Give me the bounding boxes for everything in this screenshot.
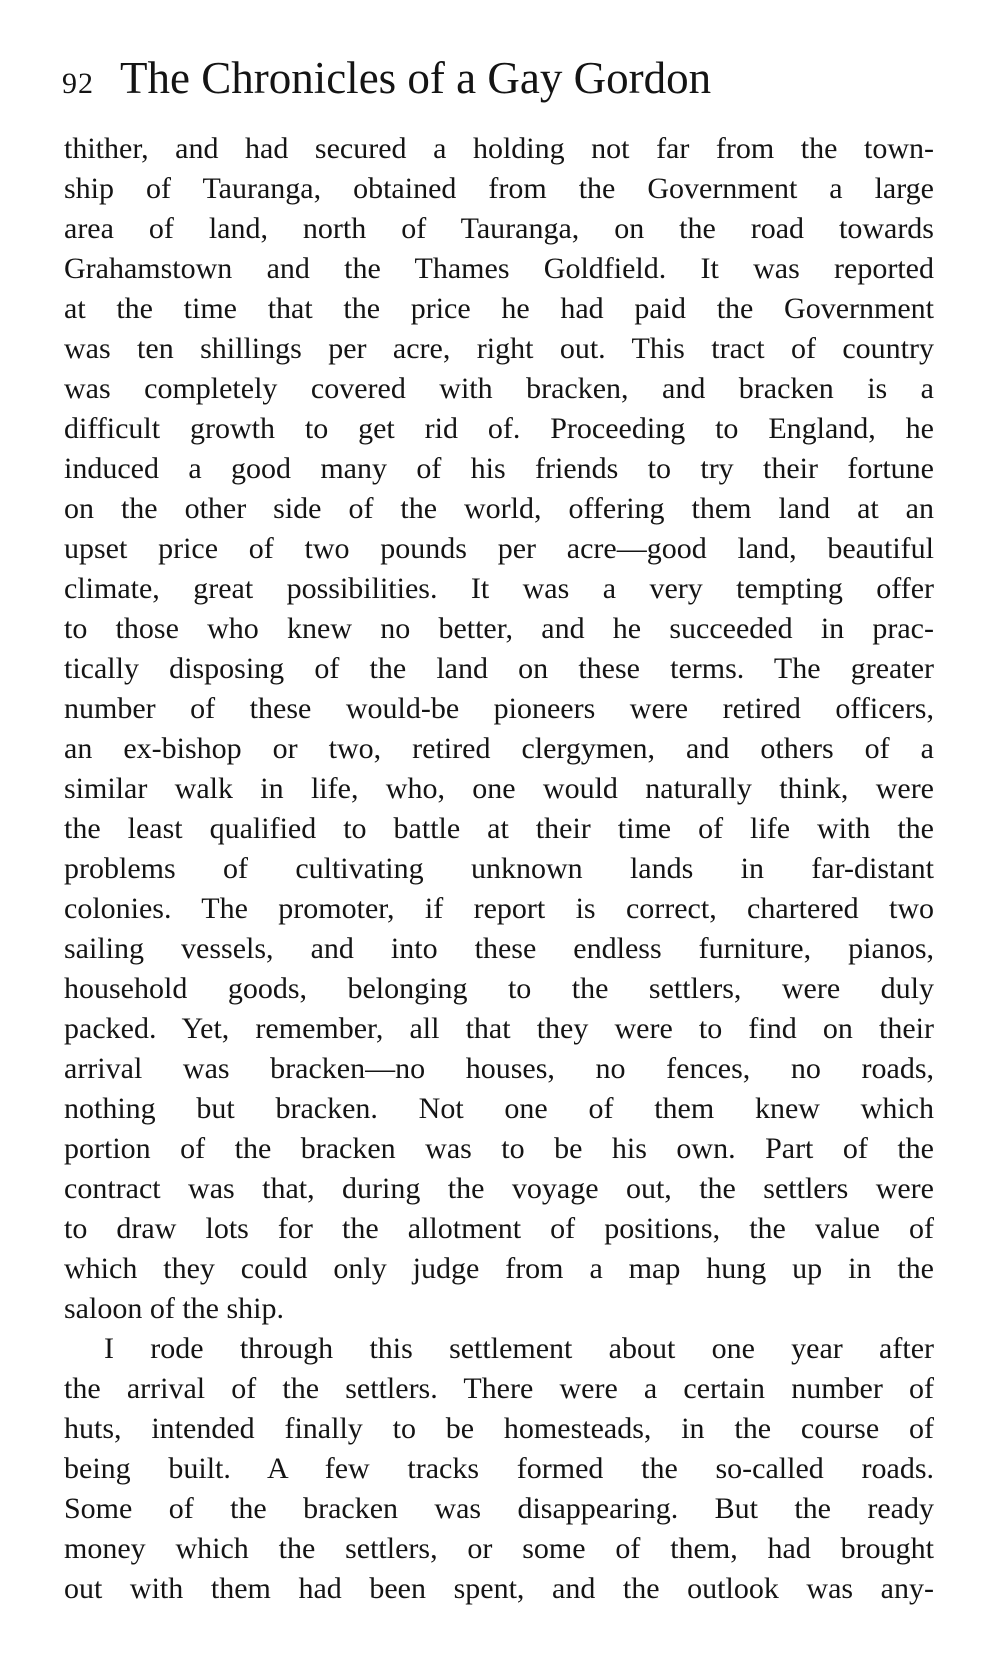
text-line: problems of cultivating unknown lands in far-distant [64, 852, 934, 885]
text-line: packed. Yet, remember, all that they were to find on their [64, 1012, 934, 1045]
text-line: at the time that the price he had paid the Government [64, 292, 934, 325]
text-line: sailing vessels, and into these endless furniture, pianos, [64, 932, 934, 965]
text-line: out with them had been spent, and the outlook was any- [64, 1572, 934, 1605]
body-text [64, 129, 934, 1609]
text-line: difficult growth to get rid of. Proceeding to England, he [64, 412, 934, 445]
text-line: the arrival of the settlers. There were a certain number of [64, 1372, 934, 1405]
text-line: area of land, north of Tauranga, on the road towards [64, 212, 934, 245]
text-line: colonies. The promoter, if report is correct, chartered two [64, 892, 934, 925]
text-line: climate, great possibilities. It was a very tempting offer [64, 572, 934, 605]
text-line: nothing but bracken. Not one of them knew which [64, 1092, 934, 1125]
text-line: induced a good many of his friends to try their fortune [64, 452, 934, 485]
text-line: similar walk in life, who, one would naturally think, were [64, 772, 934, 805]
text-line: I rode through this settlement about one year after [104, 1332, 934, 1365]
text-line: tically disposing of the land on these terms. The greater [64, 652, 934, 685]
text-line: huts, intended finally to be homesteads, in the course of [64, 1412, 934, 1445]
text-line: number of these would-be pioneers were retired officers, [64, 692, 934, 725]
text-line: Grahamstown and the Thames Goldfield. It was reported [64, 252, 934, 285]
text-line: Some of the bracken was disappearing. But the ready [64, 1492, 934, 1525]
text-line: money which the settlers, or some of them, had brought [64, 1532, 934, 1565]
text-line: portion of the bracken was to be his own. Part of the [64, 1132, 934, 1165]
running-head [62, 52, 962, 112]
text-line: household goods, belonging to the settlers, were duly [64, 972, 934, 1005]
text-line: arrival was bracken—no houses, no fences, no roads, [64, 1052, 934, 1085]
text-line: an ex-bishop or two, retired clergymen, and others of a [64, 732, 934, 765]
text-line: to draw lots for the allotment of positions, the value of [64, 1212, 934, 1245]
paragraph-2 [64, 1329, 934, 1609]
text-line: thither, and had secured a holding not far from the town- [64, 132, 934, 165]
text-line: was ten shillings per acre, right out. This tract of country [64, 332, 934, 365]
text-line: saloon of the ship. [64, 1292, 284, 1325]
text-line: the least qualified to battle at their time of life with the [64, 812, 934, 845]
paragraph-1 [64, 129, 934, 1329]
text-line: on the other side of the world, offering them land at an [64, 492, 934, 525]
text-line: being built. A few tracks formed the so-called roads. [64, 1452, 934, 1485]
text-line: which they could only judge from a map hung up in the [64, 1252, 934, 1285]
text-line: contract was that, during the voyage out, the settlers were [64, 1172, 934, 1205]
text-line: ship of Tauranga, obtained from the Government a large [64, 172, 934, 205]
text-line: to those who knew no better, and he succeeded in prac- [64, 612, 934, 645]
page-number: 92 [62, 67, 94, 100]
text-line: upset price of two pounds per acre—good land, beautiful [64, 532, 934, 565]
text-line: was completely covered with bracken, and bracken is a [64, 372, 934, 405]
book-title: The Chronicles of a Gay Gordon [120, 53, 712, 103]
